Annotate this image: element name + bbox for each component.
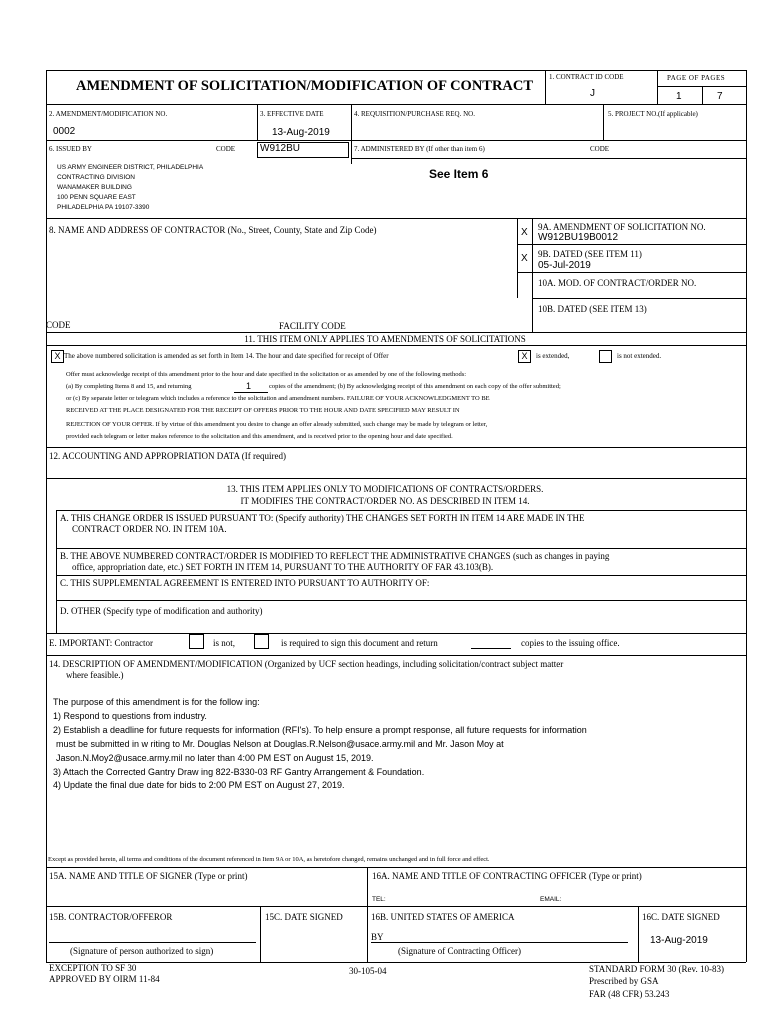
- contract-id-value: J: [590, 88, 595, 99]
- item11-copies-value: 1: [246, 381, 252, 391]
- item13-heading: 13. THIS ITEM APPLIES ONLY TO MODIFICATIONS OF CONTRACTS/ORDERS.: [226, 484, 544, 494]
- effective-date-label: 3. EFFECTIVE DATE: [260, 110, 324, 118]
- item11-line: (a) By completing Items 8 and 15, and returning: [66, 383, 192, 390]
- form-title: AMENDMENT OF SOLICITATION/MODIFICATION OF CONTRACT: [76, 78, 534, 94]
- item11-checkbox-amended[interactable]: X: [51, 350, 64, 363]
- issued-by-label: 6. ISSUED BY: [49, 145, 92, 153]
- item14-label: 14. DESCRIPTION OF AMENDMENT/MODIFICATION (Organized by UCF section headings, including solicitation/contract subject matter: [49, 659, 564, 669]
- item11-heading: 11. THIS ITEM ONLY APPLIES TO AMENDMENTS OF SOLICITATIONS: [244, 334, 526, 344]
- project-no-label: 5. PROJECT NO.(If applicable): [608, 110, 698, 118]
- usa-16b-label: 16B. UNITED STATES OF AMERICA: [371, 912, 515, 922]
- item11-line: provided each telegram or letter makes reference to the solicitation and this amendment, and is received prior to the opening hour and date specified.: [66, 433, 453, 440]
- item11-checkbox-extended[interactable]: X: [518, 350, 531, 363]
- footer-far: FAR (48 CFR) 53.243: [589, 989, 670, 999]
- description-line: Jason.N.Moy2@usace.army.mil no later than 4:00 PM EST on August 15, 2019.: [56, 753, 374, 763]
- item11-checkbox-not-extended[interactable]: [599, 350, 612, 363]
- footer-exception: EXCEPTION TO SF 30: [49, 963, 137, 973]
- issuer-line: 100 PENN SQUARE EAST: [57, 194, 136, 201]
- mod-10a-label: 10A. MOD. OF CONTRACT/ORDER NO.: [538, 278, 697, 288]
- facility-code-label: FACILITY CODE: [279, 321, 346, 331]
- description-line: must be submitted in w riting to Mr. Douglas Nelson at Douglas.R.Nelson@usace.army.mil and Mr. Jason Moy at: [56, 739, 504, 749]
- description-line: 3) Attach the Corrected Gantry Draw ing 822-B330-03 RF Gantry Arrangement & Foundation.: [53, 767, 425, 777]
- item11-text-amended: The above numbered solicitation is amended as set forth in Item 14. The hour and date specified for receipt of Offer: [64, 352, 389, 360]
- description-line: The purpose of this amendment is for the follow ing:: [53, 697, 260, 707]
- officer-email-label: EMAIL:: [540, 896, 562, 903]
- item12-label: 12. ACCOUNTING AND APPROPRIATION DATA (If required): [49, 451, 287, 461]
- important-label: E. IMPORTANT: Contractor: [49, 638, 154, 648]
- footer-number: 30-105-04: [349, 966, 387, 976]
- issued-by-code-label: CODE: [216, 145, 236, 153]
- check-9b[interactable]: X: [521, 253, 528, 264]
- contractor-15b-label: 15B. CONTRACTOR/OFFEROR: [49, 912, 173, 922]
- issuer-line: US ARMY ENGINEER DISTRICT, PHILADELPHIA: [57, 164, 204, 171]
- important-is-not: is not,: [213, 638, 236, 648]
- item11-line: Offer must acknowledge receipt of this amendment prior to the hour and date specified in the solicitation or as amended by one of the following methods:: [66, 371, 467, 378]
- administered-by-label: 7. ADMINISTERED BY (If other than item 6): [354, 145, 485, 153]
- item14-label-cont: where feasible.): [66, 670, 124, 680]
- date-16c-value: 13-Aug-2019: [650, 935, 708, 946]
- date-16c-label: 16C. DATE SIGNED: [642, 912, 720, 922]
- item11-line: or (c) By separate letter or telegram which includes a reference to the solicitation and amendment numbers. FAILURE OF YOUR ACKNOWLEDGMENT TO BE: [66, 395, 490, 402]
- item11-not-extended-label: is not extended.: [617, 352, 662, 360]
- item13-option-b-cont: office, appropriation date, etc.) SET FORTH IN ITEM 14, PURSUANT TO THE AUTHORITY OF FAR 43.103(B).: [72, 562, 494, 572]
- footer-prescribed: Prescribed by GSA: [589, 976, 659, 986]
- requisition-label: 4. REQUISITION/PURCHASE REQ. NO.: [354, 110, 475, 118]
- important-is-required: is required to sign this document and return: [281, 638, 438, 648]
- by-label: BY: [371, 932, 384, 942]
- signer-15a-label: 15A. NAME AND TITLE OF SIGNER (Type or print): [49, 871, 248, 881]
- date-15c-label: 15C. DATE SIGNED: [265, 912, 343, 922]
- item13-option-a: A. THIS CHANGE ORDER IS ISSUED PURSUANT TO: (Specify authority) THE CHANGES SET FORTH IN ITEM 14 ARE MADE IN THE: [60, 513, 585, 523]
- description-line: 2) Establish a deadline for future requests for information (RFI's). To help ensure a prompt response, all future requests for information: [53, 725, 587, 735]
- contractor-signature-line[interactable]: [49, 942, 256, 943]
- important-copies-text: copies to the issuing office.: [521, 638, 620, 648]
- administered-by-code-label: CODE: [590, 145, 610, 153]
- except-text: Except as provided herein, all terms and conditions of the document referenced in Item 9A or 10A, as heretofore changed, remains unchanged and in full force and effect.: [48, 856, 490, 863]
- copies-blank[interactable]: [471, 648, 511, 649]
- dated-9b-value: 05-Jul-2019: [538, 260, 591, 271]
- page-number: 1: [676, 91, 682, 102]
- item11-line: RECEIVED AT THE PLACE DESIGNATED FOR THE RECEIPT OF OFFERS PRIOR TO THE HOUR AND DATE SPECIFIED MAY RESULT IN: [66, 407, 460, 414]
- dated-10b-label: 10B. DATED (SEE ITEM 13): [538, 304, 647, 314]
- page-count: 7: [717, 91, 723, 102]
- description-line: 1) Respond to questions from industry.: [53, 711, 207, 721]
- item13-option-a-cont: CONTRACT ORDER NO. IN ITEM 10A.: [72, 524, 227, 534]
- check-9a[interactable]: X: [521, 227, 528, 238]
- sig-person-caption: (Signature of person authorized to sign): [70, 946, 214, 956]
- contractor-label: 8. NAME AND ADDRESS OF CONTRACTOR (No., Street, County, State and Zip Code): [49, 225, 377, 235]
- item11-line: copies of the amendment; (b) By acknowledging receipt of this amendment on each copy of the offer submitted;: [269, 383, 561, 390]
- issuer-line: CONTRACTING DIVISION: [57, 174, 136, 181]
- item13-option-b: B. THE ABOVE NUMBERED CONTRACT/ORDER IS MODIFIED TO REFLECT THE ADMINISTRATIVE CHANGES (such as changes in paying: [60, 551, 610, 561]
- amendment-no-label: 2. AMENDMENT/MODIFICATION NO.: [49, 110, 168, 118]
- contract-id-label: 1. CONTRACT ID CODE: [549, 73, 624, 81]
- item13-subheading: IT MODIFIES THE CONTRACT/ORDER NO. AS DESCRIBED IN ITEM 14.: [240, 496, 530, 506]
- page-of-pages-label: PAGE OF PAGES: [667, 74, 726, 82]
- important-checkbox-is-required[interactable]: [254, 634, 269, 649]
- contractor-code-label: CODE: [46, 320, 71, 330]
- sig-officer-caption: (Signature of Contracting Officer): [398, 946, 522, 956]
- item11-extended-label: is extended,: [536, 352, 570, 360]
- footer-standard-form: STANDARD FORM 30 (Rev. 10-83): [589, 964, 724, 974]
- amendment-9a-value: W912BU19B0012: [538, 232, 619, 243]
- item11-line: REJECTION OF YOUR OFFER. If by virtue of this amendment you desire to change an offer already submitted, such change may be made by telegram or letter,: [66, 421, 488, 428]
- amendment-no-value: 0002: [53, 126, 76, 137]
- issuer-line: WANAMAKER BUILDING: [57, 184, 132, 191]
- amendment-9a-label: 9A. AMENDMENT OF SOLICITATION NO.: [538, 222, 706, 232]
- footer-approved: APPROVED BY OIRM 11-84: [49, 974, 160, 984]
- officer-16a-label: 16A. NAME AND TITLE OF CONTRACTING OFFICER (Type or print): [372, 871, 642, 881]
- description-line: 4) Update the final due date for bids to 2:00 PM EST on August 27, 2019.: [53, 780, 345, 790]
- important-checkbox-is-not[interactable]: [189, 634, 204, 649]
- see-item-6: See Item 6: [429, 167, 489, 181]
- officer-tel-label: TEL:: [372, 896, 386, 903]
- issued-by-code-value: W912BU: [260, 143, 301, 154]
- item13-option-d: D. OTHER (Specify type of modification and authority): [60, 606, 263, 616]
- effective-date-value: 13-Aug-2019: [272, 127, 330, 138]
- officer-signature-line[interactable]: [371, 942, 628, 943]
- issuer-line: PHILADELPHIA PA 19107-3390: [57, 204, 150, 211]
- item13-option-c: C. THIS SUPPLEMENTAL AGREEMENT IS ENTERED INTO PURSUANT TO AUTHORITY OF:: [60, 578, 430, 588]
- dated-9b-label: 9B. DATED (SEE ITEM 11): [538, 249, 642, 259]
